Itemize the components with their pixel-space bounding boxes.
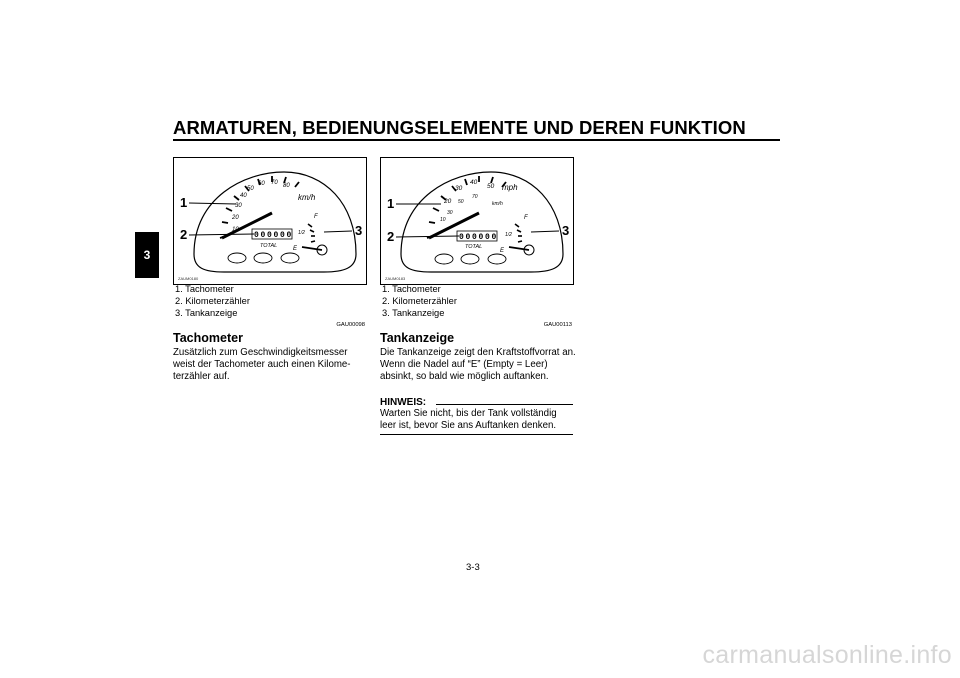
fuel-needle [302, 247, 322, 250]
odometer-digit: 0 [254, 231, 259, 240]
callout-2: 2 [387, 229, 395, 244]
figure-code: ZAUM0183 [385, 276, 406, 281]
body-paragraph: Zusätzlich zum Geschwindigkeitsmesser weist der Tachometer auch einen Kilome-terzähler auf. [173, 347, 351, 382]
odometer-label: TOTAL [465, 244, 483, 250]
callout-leader [324, 231, 352, 232]
speed-tick-label: 70 [271, 180, 278, 186]
high-beam-icon [254, 253, 272, 263]
speed-tick-label: 20 [444, 198, 452, 205]
body-paragraph: Die Tankanzeige zeigt den Kraftstoffvorrat an. Wenn die Nadel auf “E” (Empty = Leer) absinkt, so bald wie möglich auftanken. [380, 347, 576, 382]
fuel-gauge [500, 215, 534, 255]
inner-tick-label: 30 [447, 210, 453, 216]
odometer-digit: 0 [472, 233, 477, 242]
unit-label: km/h [298, 193, 316, 202]
inner-tick-label: 70 [472, 194, 478, 200]
speed-tick-label: 50 [247, 186, 254, 192]
fuel-half-label: 1/2 [505, 232, 512, 238]
callout-2: 2 [180, 227, 188, 242]
legend-item: 1. Tachometer [382, 284, 441, 294]
callout-leader [189, 234, 254, 235]
speed-tick-label: 50 [487, 183, 495, 190]
inner-tick-label: 10 [440, 217, 446, 223]
speedometer-figure-mph [380, 157, 574, 285]
speed-tick-label: 40 [470, 179, 478, 186]
note-rule-bottom [380, 434, 573, 435]
callout-leader [396, 236, 459, 237]
page-number: 3-3 [466, 562, 480, 573]
odometer [457, 231, 497, 250]
reference-code: GAU00113 [543, 322, 572, 328]
fuel-full-label: F [524, 215, 528, 221]
odometer-digit: 0 [478, 233, 484, 242]
speed-tick-label: 40 [240, 193, 247, 199]
fuel-empty-label: E [293, 246, 298, 252]
legend-item: 1. Tachometer [175, 284, 234, 294]
callout-3: 3 [355, 223, 363, 238]
speed-tick-label: 30 [455, 185, 463, 192]
callout-leader [531, 231, 559, 232]
fuel-empty-label: E [500, 248, 505, 254]
speed-tick-label: 30 [235, 203, 242, 209]
note-body: Warten Sie nicht, bis der Tank vollständig leer ist, bevor Sie ans Auftanken denken. [380, 408, 557, 431]
reference-code: GAU00098 [336, 322, 365, 328]
speed-tick-label: 80 [283, 183, 290, 189]
odometer-digit: 0 [273, 231, 279, 240]
speedometer-figure-kmh [173, 157, 367, 285]
odometer [252, 229, 292, 249]
speed-tick-label: 20 [232, 215, 239, 221]
speed-tick-label: 10 [232, 227, 239, 233]
speed-tick-label: 60 [258, 181, 265, 187]
indicator-lamps [435, 254, 506, 264]
turn-signal-icon [228, 253, 246, 263]
odometer-digit: 0 [491, 233, 497, 242]
high-beam-icon [461, 254, 479, 264]
odometer-label: TOTAL [260, 243, 278, 249]
note-rule-top [436, 404, 573, 405]
odometer-digit: 0 [485, 233, 490, 242]
speedometer-illustration [381, 158, 573, 284]
odometer-digit: 0 [267, 231, 272, 240]
odometer-digit: 0 [465, 233, 471, 242]
section-heading: Tachometer [173, 331, 243, 345]
odometer-digit: 0 [286, 231, 292, 240]
oil-warning-icon [281, 253, 299, 263]
speedometer-illustration [174, 158, 366, 284]
odometer-digit: 0 [260, 231, 266, 240]
inner-unit-label: km/h [492, 201, 503, 207]
callout-1: 1 [387, 196, 395, 211]
legend-item: 3. Tankanzeige [382, 308, 445, 318]
turn-signal-icon [435, 254, 453, 264]
fuel-needle [509, 247, 529, 250]
fuel-half-label: 1/2 [298, 230, 305, 236]
callout-3: 3 [562, 223, 570, 238]
callout-leader [189, 203, 236, 204]
fuel-gauge [293, 214, 327, 255]
callout-1: 1 [180, 195, 188, 210]
odometer-digit: 0 [280, 231, 285, 240]
unit-label: mph [502, 183, 518, 192]
indicator-lamps [228, 253, 299, 263]
figure-legend [175, 283, 250, 319]
figure-legend [382, 283, 457, 319]
chapter-tab: 3 [135, 232, 159, 278]
section-heading: Tankanzeige [380, 331, 455, 345]
watermark: carmanualsonline.info [702, 641, 952, 669]
legend-item: 2. Kilometerzähler [382, 296, 457, 306]
fuel-full-label: F [314, 214, 318, 220]
oil-warning-icon [488, 254, 506, 264]
note-label: HINWEIS: [380, 397, 427, 408]
inner-tick-label: 50 [458, 199, 464, 205]
figure-code: ZAUM0180 [178, 276, 199, 281]
page-title: ARMATUREN, BEDIENUNGSELEMENTE UND DEREN FUNKTION [173, 117, 746, 138]
legend-item: 2. Kilometerzähler [175, 296, 250, 306]
title-rule [173, 139, 780, 141]
legend-item: 3. Tankanzeige [175, 308, 238, 318]
odometer-digit: 0 [459, 233, 464, 242]
